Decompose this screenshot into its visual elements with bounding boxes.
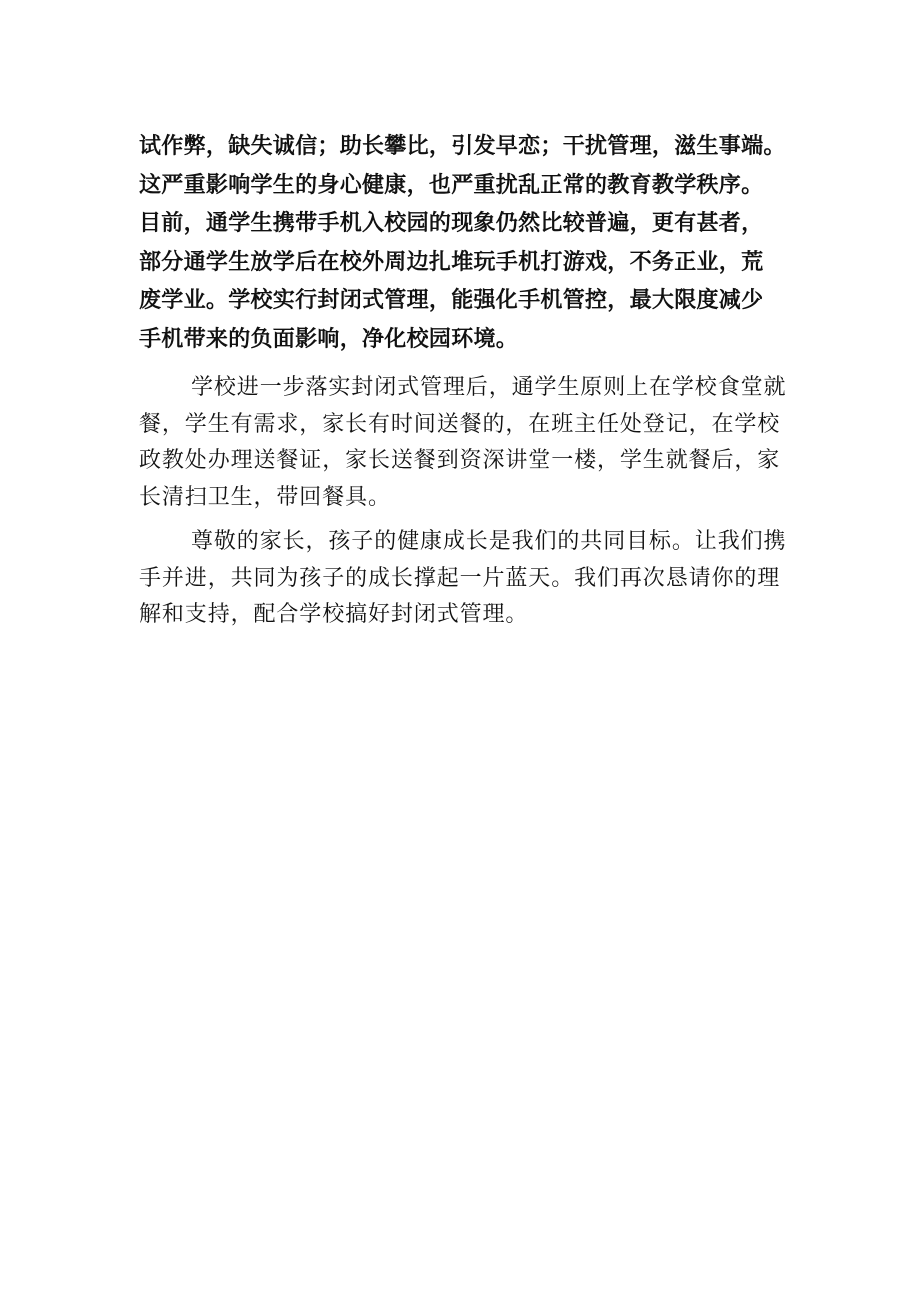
text-line: 目前，通学生携带手机入校园的现象仍然比较普遍，更有甚者， xyxy=(139,211,764,236)
text-line: 试作弊，缺失诚信；助长攀比，引发早恋；干扰管理，滋生事端。 xyxy=(139,134,786,159)
text-line: 长清扫卫生，带回餐具。 xyxy=(139,484,391,510)
paragraph-closing-appeal xyxy=(139,524,787,634)
text-line: 尊敬的家长，孩子的健康成长是我们的共同目标。让我们携 xyxy=(191,529,787,554)
text-line: 餐，学生有需求，家长有时间送餐的，在班主任处登记，在学校 xyxy=(139,411,781,437)
text-line: 这严重影响学生的身心健康，也严重扰乱正常的教育教学秩序。 xyxy=(139,172,764,198)
text-line: 解和支持，配合学校搞好封闭式管理。 xyxy=(139,602,529,627)
document-body xyxy=(139,128,787,634)
text-line: 手机带来的负面影响，净化校园环境。 xyxy=(139,326,519,352)
paragraph-meal-delivery xyxy=(139,370,787,516)
text-line: 手并进，共同为孩子的成长撑起一片蓝天。我们再次恳请你的理 xyxy=(139,565,781,591)
paragraph-phone-management xyxy=(139,128,787,359)
text-line: 废学业。学校实行封闭式管理，能强化手机管控，最大限度减少 xyxy=(139,288,764,313)
text-line: 学校进一步落实封闭式管理后，通学生原则上在学校食堂就 xyxy=(191,375,787,400)
text-line: 政教处办理送餐证，家长送餐到资深讲堂一楼，学生就餐后，家 xyxy=(139,448,781,473)
text-line: 部分通学生放学后在校外周边扎堆玩手机打游戏，不务正业，荒 xyxy=(139,249,764,275)
